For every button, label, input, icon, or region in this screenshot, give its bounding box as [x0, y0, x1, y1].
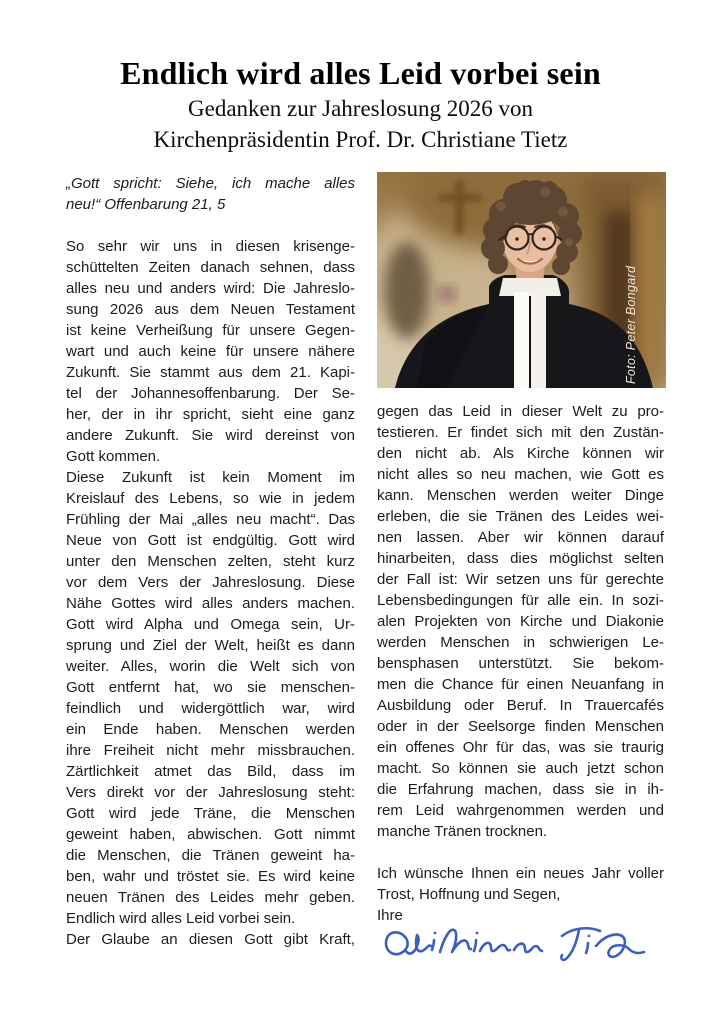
- text-line: schüttelten Zeiten danach sehnen, dass: [66, 259, 355, 276]
- text-line: ein offenes Ohr für das, was sie traurig: [377, 739, 664, 756]
- text-line: kann. Menschen werden weiter Dinge: [377, 487, 664, 504]
- text-line: Nähe Gottes wird alles anders machen.: [66, 595, 355, 612]
- text-line: alles neu und anders wird: Die Jahreslo-: [66, 280, 355, 297]
- text-line: Gott wird jede Träne, die Menschen: [66, 805, 355, 822]
- paragraph-block: [66, 236, 355, 467]
- text-line: Zukunft. Sie stammt aus dem 21. Kapi-: [66, 364, 355, 381]
- subtitle-line-2: Kirchenpräsidentin Prof. Dr. Christiane Tietz: [153, 127, 568, 152]
- text-line: sprung und Ziel der Welt, heißt es dann: [66, 637, 355, 654]
- text-line: Ich wünsche Ihnen ein neues Jahr voller: [377, 865, 664, 882]
- text-line: Der Glaube an diesen Gott gibt Kraft,: [66, 931, 355, 948]
- text-line: Lebensbedingungen für alle ein. In sozi-: [377, 592, 664, 609]
- text-line: vor dem Vers der Jahreslosung. Diese: [66, 574, 355, 591]
- text-line: der Fall ist: Wir setzen uns für gerechte: [377, 571, 664, 588]
- text-line: andere Zukunft. Sie wird dereinst von: [66, 427, 355, 444]
- text-line: gegen das Leid in dieser Welt zu pro-: [377, 403, 664, 420]
- text-line: tel der Johannesoffenbarung. Der Se-: [66, 385, 355, 402]
- text-line: nen lassen. Aber wir können darauf: [377, 529, 664, 546]
- text-line: Gott kommen.: [66, 448, 161, 465]
- text-line: „Gott spricht: Siehe, ich mache alles: [66, 175, 355, 192]
- text-line: wart und auch keine für unsere nähere: [66, 343, 355, 360]
- text-line: Frühling der Mai „alles neu macht“. Das: [66, 511, 355, 528]
- text-line: Kreislauf des Lebens, so wie in jedem: [66, 490, 355, 507]
- text-line: testieren. Er findet sich mit den Zustän-: [377, 424, 664, 441]
- subtitle-line-1: Gedanken zur Jahreslosung 2026 von: [188, 96, 533, 121]
- text-line: ein Ende haben. Menschen werden: [66, 721, 355, 738]
- text-line: Gott wird Alpha und Omega sein, Ur-: [66, 616, 355, 633]
- text-line: Ausbildung oder Beruf. In Trauercafés: [377, 697, 664, 714]
- text-line: Neue von Gott ist endgültig. Gott wird: [66, 532, 355, 549]
- text-line: ihre Freiheit nicht mehr missbrauchen.: [66, 742, 355, 759]
- text-line: unter den Menschen zelten, steht kurz: [66, 553, 355, 570]
- body-column-left: [66, 173, 355, 950]
- text-line: Vers direkt vor der Jahreslosung steht:: [66, 784, 355, 801]
- text-line: Diese Zukunft ist kein Moment im: [66, 469, 355, 486]
- text-line: weiter. Alles, worin die Welt sich von: [66, 658, 355, 675]
- page-subtitle: [0, 93, 721, 155]
- signature-handwriting: [376, 916, 656, 988]
- text-line: her, der in ihr spricht, sieht eine ganz: [66, 406, 355, 423]
- text-line: Trost, Hoffnung und Segen,: [377, 886, 561, 903]
- text-line: So sehr wir uns in diesen krisenge-: [66, 238, 355, 255]
- text-line: Endlich wird alles Leid vorbei sein.: [66, 910, 296, 927]
- photo-credit: Foto: Peter Bongard: [624, 265, 638, 384]
- text-line: ben, wahr und tröstet sie. Es wird keine: [66, 868, 355, 885]
- text-line: nicht alles so neu machen, wie Gott es: [377, 466, 664, 483]
- paragraph-block: [66, 467, 355, 929]
- text-line: manche Tränen trocknen.: [377, 823, 548, 840]
- paragraph-block: [377, 401, 664, 842]
- text-line: men die Chance für einen Neuanfang in: [377, 676, 664, 693]
- text-line: macht. So können sie auch jetzt schon: [377, 760, 664, 777]
- text-line: erleben, die sie Tränen des Leides wei-: [377, 508, 664, 525]
- text-line: den nicht ab. Als Kirche können wir: [377, 445, 664, 462]
- text-line: sung 2026 aus dem Neuen Testament: [66, 301, 355, 318]
- text-line: ist keine Verheißung für unsere Gegen-: [66, 322, 355, 339]
- text-line: die Erfahrung machen, dass sie in ih-: [377, 781, 664, 798]
- text-line: bensphasen unterstützt. Sie bekom-: [377, 655, 664, 672]
- text-line: werden Menschen in schwierigen Le-: [377, 634, 664, 651]
- text-line: oder in der Seelsorge finden Menschen: [377, 718, 664, 735]
- text-line: Gott entfernt hat, wo sie menschen-: [66, 679, 355, 696]
- body-column-right: [377, 401, 664, 926]
- text-line: rem Leid wahrgenommen werden und: [377, 802, 664, 819]
- portrait-illustration: [377, 172, 666, 388]
- paragraph-block: [66, 929, 355, 950]
- text-line: feindlich und widergöttlich war, wird: [66, 700, 355, 717]
- text-line: neuen Tränen des Leides mehr geben.: [66, 889, 355, 906]
- text-line: die Menschen, die Tränen geweint ha-: [66, 847, 355, 864]
- portrait-photo: [377, 172, 666, 388]
- page-title: Endlich wird alles Leid vorbei sein: [120, 55, 601, 91]
- text-line: neu!“ Offenbarung 21, 5: [66, 196, 226, 213]
- text-line: hinarbeiten, dass dies möglichst selten: [377, 550, 664, 567]
- paragraph-block: [377, 863, 664, 905]
- text-line: Zärtlichkeit atmet das Bild, dass im: [66, 763, 355, 780]
- text-line: alen Projekten von Kirche und Diakonie: [377, 613, 664, 630]
- text-line: Ihre: [377, 907, 403, 924]
- text-line: geweint haben, abwischen. Gott nimmt: [66, 826, 355, 843]
- paragraph-block: [66, 173, 355, 215]
